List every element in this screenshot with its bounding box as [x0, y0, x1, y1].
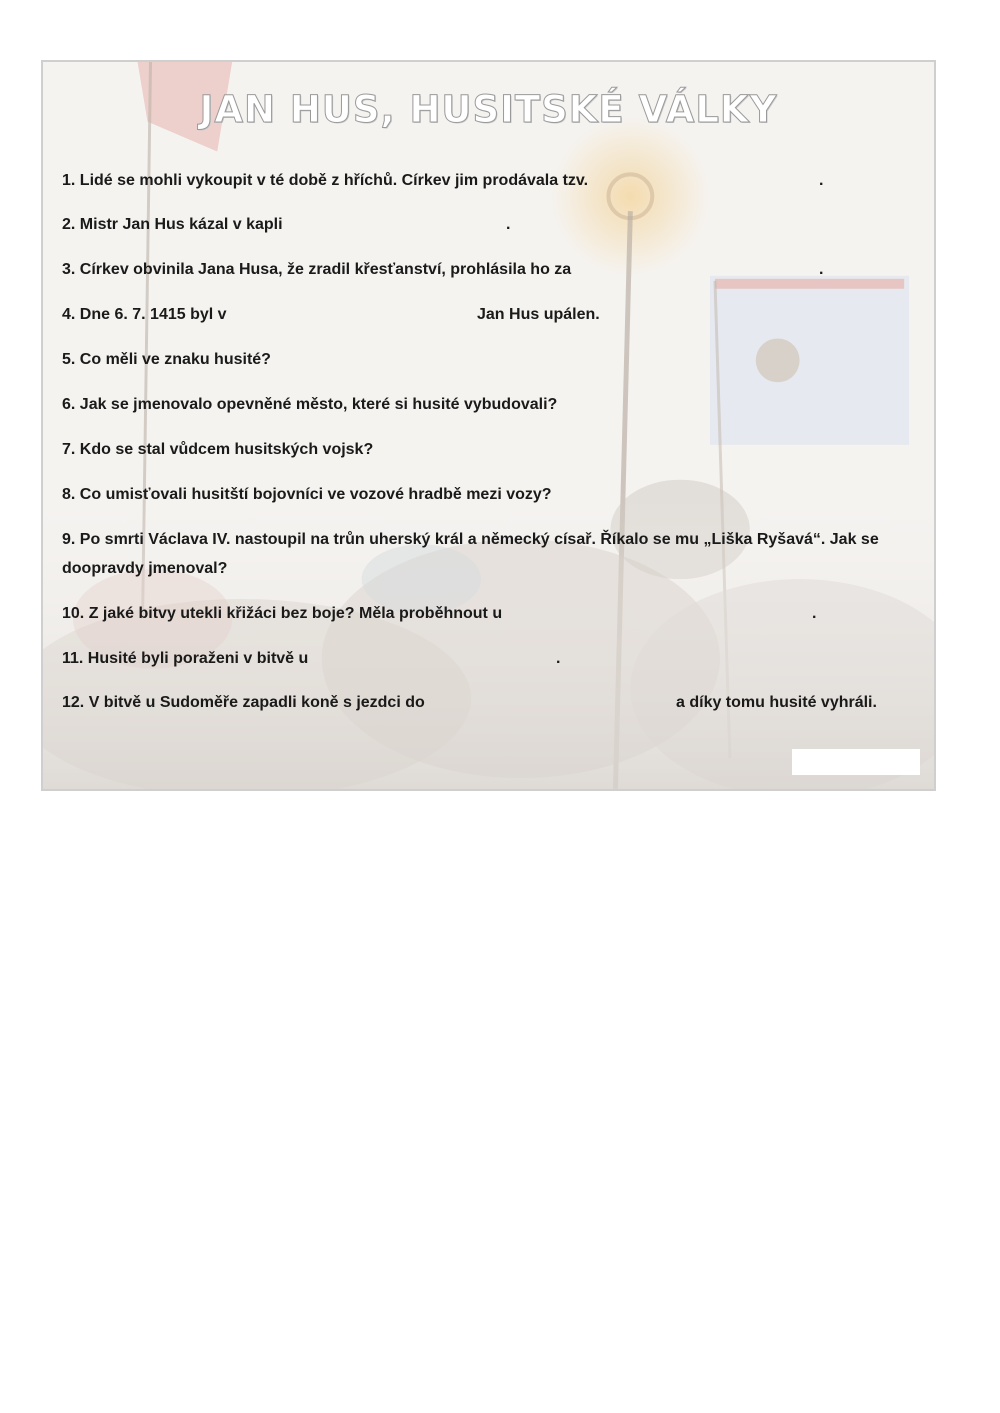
question-3-text: 3. Církev obvinila Jana Husa, že zradil křesťanství, prohlásila ho za	[62, 261, 572, 278]
question-10-text: 10. Z jaké bitvy utekli křižáci bez boje? Měla proběhnout u	[62, 605, 503, 622]
question-4-end: Jan Hus upálen.	[477, 306, 600, 323]
question-2-text: 2. Mistr Jan Hus kázal v kapli	[62, 216, 283, 233]
page-title: JAN HUS, HUSITSKÉ VÁLKY	[199, 88, 778, 131]
white-patch	[792, 749, 920, 775]
question-1-end: .	[819, 172, 824, 189]
question-9: 9. Po smrti Václava IV. nastoupil na trůn uherský král a německý císař. Říkalo se mu „Liška Ryšavá“. Jak se doopravdy jmenoval?	[62, 531, 879, 577]
question-7-text: 7. Kdo se stal vůdcem husitských vojsk?	[62, 441, 374, 458]
question-1-text: 1. Lidé se mohli vykoupit v té době z hříchů. Církev jim prodávala tzv.	[62, 172, 589, 189]
question-11-end: .	[556, 650, 561, 667]
question-5-text: 5. Co měli ve znaku husité?	[62, 351, 271, 368]
worksheet-frame	[41, 60, 936, 791]
question-12-end: a díky tomu husité vyhráli.	[676, 694, 877, 711]
question-6-text: 6. Jak se jmenovalo opevněné město, které si husité vybudovali?	[62, 396, 558, 413]
question-4-text: 4. Dne 6. 7. 1415 byl v	[62, 306, 227, 323]
question-3-end: .	[819, 261, 824, 278]
question-12-text: 12. V bitvě u Sudoměře zapadli koně s jezdci do	[62, 694, 425, 711]
question-11-text: 11. Husité byli poraženi v bitvě u	[62, 650, 309, 667]
question-10-end: .	[812, 605, 817, 622]
question-2-end: .	[506, 216, 511, 233]
question-8-text: 8. Co umisťovali husitští bojovníci ve vozové hradbě mezi vozy?	[62, 486, 552, 503]
